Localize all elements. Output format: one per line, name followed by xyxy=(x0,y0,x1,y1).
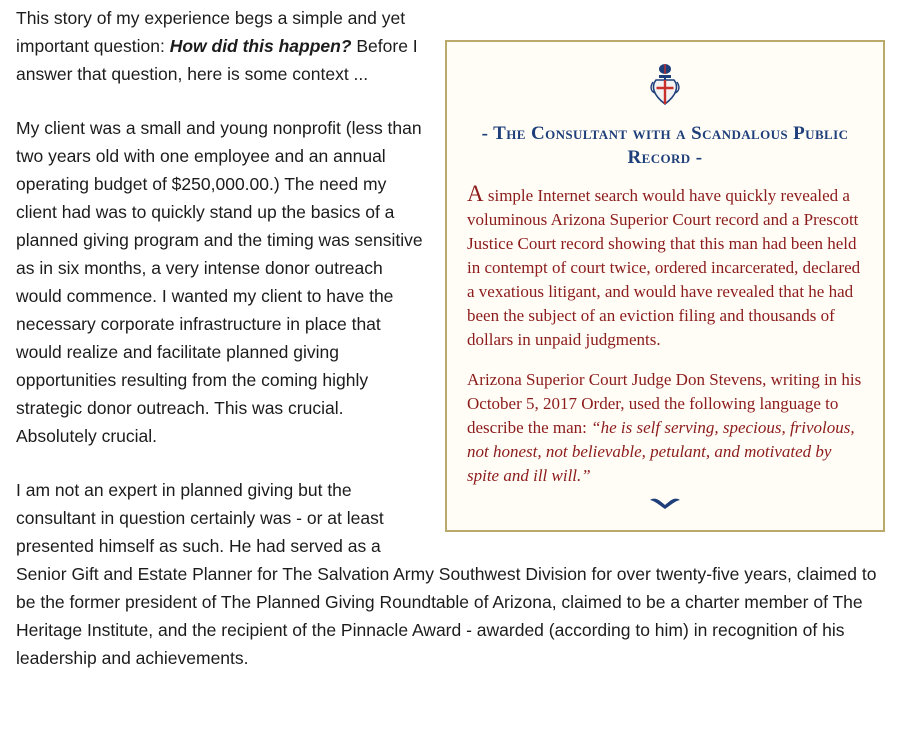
callout-dropcap: A xyxy=(467,181,484,206)
bird-flourish-icon xyxy=(467,494,863,516)
callout-paragraph-2 xyxy=(467,368,863,488)
callout-judge-quote: “he is self serving, specious, frivolous, not honest, not believable, petulant, and motivated by spite and ill will.” xyxy=(467,418,855,485)
paragraph-1-run-3: Before I answer that question, here is some context ... xyxy=(16,36,418,84)
paragraph-1-question: How did this happen? xyxy=(169,36,352,56)
heraldic-crest-icon xyxy=(467,62,863,112)
callout-box xyxy=(445,40,885,532)
paragraph-3: I am not an expert in planned giving but the consultant in question certainly was - or at least presented himself as such. He had served as a Senior Gift and Estate Planner for The Salvation Army Southwest Division for over twenty-five years, claimed to be the former president of The Planned Giving Roundtable of Arizona, claimed to be a charter member of The Heritage Institute, and the recipient of the Pinnacle Award - awarded (according to him) in recognition of his leadership and achievements. xyxy=(16,480,877,668)
callout-paragraph-1 xyxy=(467,182,863,352)
paragraph-2: My client was a small and young nonprofit (less than two years old with one employee and an annual operating budget of $250,000.00.) The need my client had was to quickly stand up the basics of a planned giving program and the timing was sensitive as in six months, a very intense donor outreach would commence. I wanted my client to have the necessary corporate infrastructure in place that would realize and facilitate planned giving opportunities resulting from the coming highly strategic donor outreach. This was crucial. Absolutely crucial. xyxy=(16,118,423,446)
callout-paragraph-1-text: simple Internet search would have quickly revealed a voluminous Arizona Superior Court record and a Prescott Justice Court record showing that this man had been held in contempt of court twice, ordered incarcerated, declared a vexatious litigant, and would have revealed that he had been the subject of an eviction filing and thousands of dollars in unpaid judgments. xyxy=(467,186,861,349)
callout-paragraph-2-lead: Arizona Superior Court Judge Don Stevens, writing in his October 5, 2017 Order, used the following language to describe the man: xyxy=(467,370,862,437)
paragraph-1-run-1: This story of my experience begs a simple and yet important question: xyxy=(16,8,406,56)
callout-title: - The Consultant with a Scandalous Public Record - xyxy=(481,123,849,168)
